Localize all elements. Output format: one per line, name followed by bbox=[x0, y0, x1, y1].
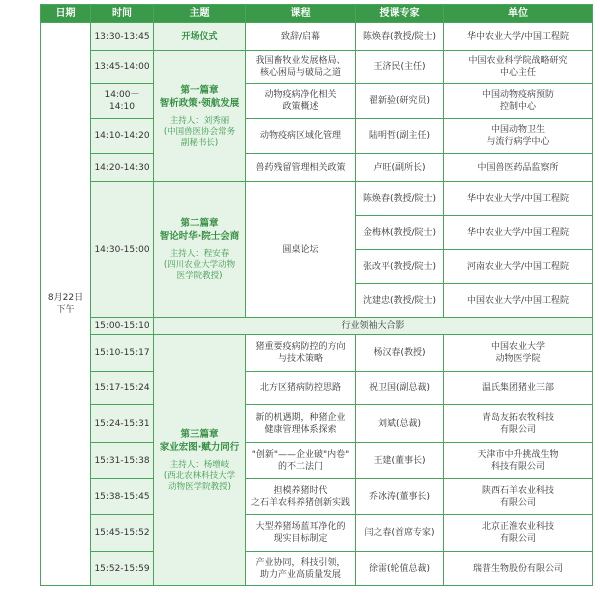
header-expert: 授课专家 bbox=[356, 5, 444, 23]
host-line: 动物医学院教授) bbox=[168, 481, 231, 492]
chapter-title-line: 智析政策·领航发展 bbox=[159, 97, 240, 109]
unit-cell: 瑞普生物股份有限公司 bbox=[444, 552, 593, 586]
chapter3-host bbox=[156, 460, 243, 493]
expert-cell: 张改平(教授/院士) bbox=[356, 250, 444, 284]
expert-cell: 杨汉春(教授) bbox=[356, 335, 444, 372]
unit-cell bbox=[444, 479, 593, 515]
chapter1-host bbox=[156, 116, 243, 149]
unit-line: 科技有限公司 bbox=[490, 461, 545, 472]
time-cell: 14:10-14:20 bbox=[91, 119, 154, 154]
unit-line: 陕西石羊农业科技 bbox=[481, 485, 554, 496]
expert-cell: 陈焕春(教授/院士) bbox=[356, 182, 444, 216]
course-line: 我国畜牧业发展格局、 bbox=[255, 56, 346, 66]
host-line: (中国兽医协会常务 bbox=[163, 126, 236, 137]
unit-line: 与流行病学中心 bbox=[486, 137, 550, 147]
chapter2-theme bbox=[154, 182, 246, 318]
unit-cell: 华中农业大学/中国工程院 bbox=[444, 182, 593, 216]
unit-line: 有限公司 bbox=[499, 424, 536, 435]
course-line: 助力产业高质量发展 bbox=[259, 569, 341, 580]
host-line: 医学院教授) bbox=[176, 271, 223, 281]
unit-cell bbox=[444, 119, 593, 154]
unit-line: 中国动物卫生 bbox=[490, 125, 545, 135]
host-line: (西北农林科技大学 bbox=[163, 470, 236, 481]
host-line: 主持人：刘秀丽 bbox=[169, 115, 230, 126]
schedule-table bbox=[40, 4, 593, 586]
course-line: 与技术策略 bbox=[277, 354, 323, 364]
chapter-title-line: 第一篇章 bbox=[180, 84, 219, 96]
unit-cell bbox=[444, 335, 593, 372]
table-row bbox=[41, 335, 593, 372]
chapter3-theme bbox=[154, 335, 246, 586]
unit-line: 有限公司 bbox=[499, 497, 536, 508]
course-cell bbox=[246, 84, 356, 119]
expert-cell: 王建(董事长) bbox=[356, 443, 444, 479]
unit-cell: 中国兽医药品监察所 bbox=[444, 154, 593, 182]
course-line: 之石羊农科养猪创新实践 bbox=[250, 497, 350, 508]
table-row bbox=[41, 154, 593, 182]
header-unit: 单位 bbox=[444, 5, 593, 23]
time-cell: 15:45-15:52 bbox=[91, 515, 154, 552]
course-cell: 北方区猪病防控思路 bbox=[246, 372, 356, 405]
expert-cell: 徐雷(轮值总裁) bbox=[356, 552, 444, 586]
course-cell bbox=[246, 515, 356, 552]
chapter-title-line: 第三篇章 bbox=[180, 428, 219, 440]
course-cell bbox=[246, 479, 356, 515]
expert-cell: 王济民(主任) bbox=[356, 51, 444, 84]
course-cell: 致辞/启幕 bbox=[246, 23, 356, 51]
course-line: 新的机遇期，种猪企业 bbox=[255, 412, 346, 423]
unit-cell: 温氏集团猪业三部 bbox=[444, 372, 593, 405]
host-line: 副秘书长) bbox=[180, 137, 219, 148]
course-line: 现实目标制定 bbox=[273, 534, 328, 544]
time-cell: 15:31-15:38 bbox=[91, 443, 154, 479]
period-text: 下午 bbox=[56, 305, 75, 315]
table-row bbox=[41, 372, 593, 405]
time-cell: 14:30-15:00 bbox=[91, 182, 154, 318]
unit-cell bbox=[444, 515, 593, 552]
time-cell: 15:38-15:45 bbox=[91, 479, 154, 515]
unit-cell bbox=[444, 51, 593, 84]
unit-line: 中国动物疫病预防 bbox=[481, 90, 554, 100]
chapter-title-line: 智论时华·院士会商 bbox=[159, 231, 240, 242]
host-line: 主持人：杨增岐 bbox=[169, 459, 230, 470]
unit-line: 中心主任 bbox=[499, 68, 536, 78]
time-cell: 15:00-15:10 bbox=[91, 318, 154, 335]
date-text: 8月22日 bbox=[47, 293, 84, 303]
header-course: 课程 bbox=[246, 5, 356, 23]
course-cell: 动物疫病区域化管理 bbox=[246, 119, 356, 154]
course-cell bbox=[246, 51, 356, 84]
unit-line: 青岛友拓农牧科技 bbox=[481, 412, 554, 423]
header-row bbox=[41, 5, 593, 23]
host-line: (四川农业大学动物 bbox=[163, 260, 236, 270]
expert-cell: 闫之春(首席专家) bbox=[356, 515, 444, 552]
photo-label: 行业领袖大合影 bbox=[154, 318, 593, 335]
time-cell: 15:17-15:24 bbox=[91, 372, 154, 405]
roundtable-cell: 圆桌论坛 bbox=[246, 182, 356, 318]
course-line: 的不二法门 bbox=[277, 461, 323, 472]
chapter1-title bbox=[156, 84, 243, 110]
course-line: 产业协同，科技引领， bbox=[255, 557, 346, 568]
photo-row bbox=[41, 318, 593, 335]
expert-cell: 乔冰涛(董事长) bbox=[356, 479, 444, 515]
course-cell bbox=[246, 443, 356, 479]
expert-cell: 刘斌(总裁) bbox=[356, 405, 444, 443]
time-cell: 14:00－14:10 bbox=[91, 84, 154, 119]
course-line: 大型养猪场蓝耳净化的 bbox=[255, 522, 346, 532]
table-row bbox=[41, 479, 593, 515]
expert-cell: 陈焕春(教授/院士) bbox=[356, 23, 444, 51]
course-line: 政策概述 bbox=[282, 102, 319, 112]
unit-line: 中国农业大学 bbox=[490, 342, 545, 352]
unit-line: 中国农业科学院战略研究 bbox=[468, 56, 568, 66]
opening-theme: 开场仪式 bbox=[154, 23, 246, 51]
time-cell: 15:52-15:59 bbox=[91, 552, 154, 586]
unit-line: 天津市中升挑战生物 bbox=[477, 449, 559, 460]
time-cell: 15:10-15:17 bbox=[91, 335, 154, 372]
course-line: 健康管理体系探索 bbox=[264, 424, 337, 435]
host-line: 主持人：程安春 bbox=[169, 249, 230, 259]
unit-line: 北京正淮农业科技 bbox=[481, 522, 554, 532]
unit-cell: 河南农业大学/中国工程院 bbox=[444, 250, 593, 284]
table-row bbox=[41, 51, 593, 84]
expert-cell: 翟新验(研究员) bbox=[356, 84, 444, 119]
unit-cell bbox=[444, 84, 593, 119]
unit-line: 动物医学院 bbox=[495, 354, 541, 364]
chapter2-host bbox=[156, 249, 243, 282]
chapter-title-line: 家业宏图·赋力同行 bbox=[159, 441, 240, 453]
table-row bbox=[41, 182, 593, 216]
table-row bbox=[41, 443, 593, 479]
unit-cell bbox=[444, 405, 593, 443]
header-theme: 主题 bbox=[154, 5, 246, 23]
time-cell: 13:30-13:45 bbox=[91, 23, 154, 51]
table-row bbox=[41, 84, 593, 119]
course-line: 动物疫病净化相关 bbox=[264, 90, 337, 100]
table-row bbox=[41, 119, 593, 154]
chapter3-title bbox=[156, 428, 243, 454]
unit-cell bbox=[444, 443, 593, 479]
unit-cell: 中国农业大学/中国工程院 bbox=[444, 284, 593, 318]
expert-cell: 祝卫国(副总裁) bbox=[356, 372, 444, 405]
date-cell bbox=[41, 23, 91, 586]
time-cell: 15:24-15:31 bbox=[91, 405, 154, 443]
course-line: 担模养猪时代 bbox=[273, 485, 328, 496]
expert-cell: 金梅林(教授/院士) bbox=[356, 216, 444, 250]
course-cell bbox=[246, 335, 356, 372]
unit-cell: 华中农业大学/中国工程院 bbox=[444, 216, 593, 250]
table-row bbox=[41, 515, 593, 552]
course-cell: 兽药残留管理相关政策 bbox=[246, 154, 356, 182]
course-line: 猪重要疫病防控的方向 bbox=[255, 342, 346, 352]
expert-cell: 卢旺(副所长) bbox=[356, 154, 444, 182]
table-row bbox=[41, 23, 593, 51]
expert-cell: 沈建忠(教授/院士) bbox=[356, 284, 444, 318]
header-time: 时间 bbox=[91, 5, 154, 23]
table-row bbox=[41, 405, 593, 443]
time-cell: 14:20-14:30 bbox=[91, 154, 154, 182]
unit-line: 控制中心 bbox=[499, 102, 536, 112]
unit-cell: 华中农业大学/中国工程院 bbox=[444, 23, 593, 51]
table-row bbox=[41, 552, 593, 586]
expert-cell: 陆明哲(副主任) bbox=[356, 119, 444, 154]
course-cell bbox=[246, 552, 356, 586]
chapter2-title bbox=[156, 217, 243, 243]
course-cell bbox=[246, 405, 356, 443]
chapter1-theme bbox=[154, 51, 246, 182]
unit-line: 有限公司 bbox=[499, 534, 536, 544]
time-cell: 13:45-14:00 bbox=[91, 51, 154, 84]
course-line: 核心困局与破局之道 bbox=[259, 68, 341, 78]
header-date: 日期 bbox=[41, 5, 91, 23]
course-line: "创新"——企业破"内卷" bbox=[251, 449, 350, 460]
chapter-title-line: 第二篇章 bbox=[180, 218, 219, 229]
